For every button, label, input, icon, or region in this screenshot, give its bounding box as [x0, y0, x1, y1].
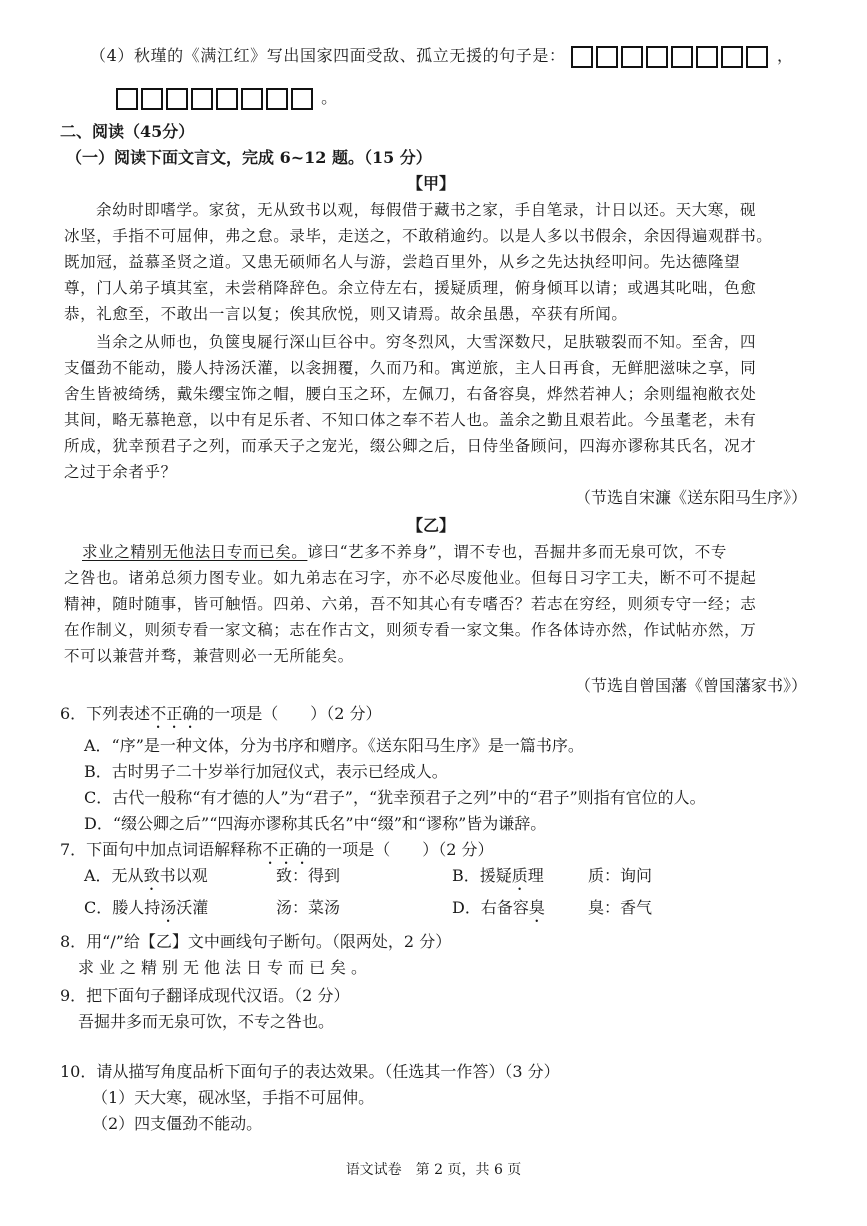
q7-option-d [452, 896, 545, 926]
answer-box[interactable] [746, 46, 768, 68]
passage-jia-line: 支僵劲不能动，媵人持汤沃灌，以衾拥覆，久而乃和。寓逆旅，主人日再食，无鲜肥滋味之享，同 [64, 359, 757, 377]
passage-jia-line: 之过于余者乎？ [64, 463, 177, 481]
q7-b-dotted: 质 [511, 866, 528, 885]
q7-gloss-b: 质：询问 [588, 866, 653, 885]
passage-jia-line: 既加冠，益慕圣贤之道。又患无硕师名人与游，尝趋百里外，从乡之先达执经叩问。先达德隆望 [64, 253, 741, 271]
passage-jia-line: 尊，门人弟子填其室，未尝稍降辞色。余立侍左右，援疑质理，俯身倾耳以请；或遇其叱咄，色愈 [64, 279, 757, 297]
q8-stem: 8．用“/”给【乙】文中画线句子断句。（限两处，2 分） [60, 932, 452, 951]
q6-option-d: D．“缀公卿之后”“四海亦谬称其氏名”中“缀”和“谬称”皆为谦辞。 [84, 814, 547, 833]
answer-box[interactable] [621, 46, 643, 68]
q4-line1 [90, 44, 794, 69]
subsection-title: （一）阅读下面文言文，完成 6~12 题。（15 分） [66, 148, 432, 167]
q4-line2-end: 。 [321, 88, 338, 107]
passage-yi-line1-rest: 谚曰“艺多不养身”，谓不专也，吾掘井多而无泉可饮，不专 [307, 543, 727, 561]
q7-a-post: 书以观 [159, 866, 208, 885]
passage-jia-source: （节选自宋濂《送东阳马生序》） [574, 488, 807, 507]
q7-gloss-d: 臭：香气 [588, 898, 653, 917]
q10-item-2: （2）四支僵劲不能动。 [92, 1114, 263, 1133]
q7-c-post: 沃灌 [176, 898, 209, 917]
q7-gloss-c: 汤：菜汤 [276, 898, 341, 917]
q7-a-dotted: 致 [143, 866, 160, 885]
answer-box[interactable] [696, 46, 718, 68]
passage-yi-source: （节选自曾国藩《曾国藩家书》） [574, 676, 807, 695]
passage-yi-line: 在作制义，则须专看一家文稿；志在作古文，则须专看一家文集。作各体诗亦然，作试帖亦然，万 [64, 621, 757, 639]
q6-stem-a: 6．下列表述 [60, 704, 151, 723]
answer-box[interactable] [166, 88, 188, 110]
q6-stem [60, 702, 381, 732]
page-footer: 语文试卷 第 2 页，共 6 页 [345, 1162, 522, 1178]
passage-yi-line-1 [82, 540, 727, 564]
passage-jia-line: 其间，略无慕艳意，以中有足乐者、不知口体之奉不若人也。盖余之勤且艰若此。今虽耄老，未有 [64, 411, 757, 429]
q7-d-dotted: 臭 [528, 898, 545, 917]
q9-stem: 9．把下面句子翻译成现代汉语。（2 分） [60, 986, 350, 1005]
q7-c-pre: C．媵人持 [84, 898, 161, 917]
q7-option-a [84, 864, 208, 894]
answer-boxes[interactable] [571, 45, 771, 69]
answer-box[interactable] [571, 46, 593, 68]
section-title: 二、阅读（45分） [60, 122, 195, 141]
q6-stem-emphasis: 不正确 [150, 704, 199, 723]
q7-a-pre: A．无从 [84, 866, 144, 885]
passage-jia-line: 冰坚，手指不可屈伸，弗之怠。录毕，走送之，不敢稍逾约。以是人多以书假余，余因得遍观群书。 [64, 227, 773, 245]
q10-item-1: （1）天大寒，砚冰坚，手指不可屈伸。 [92, 1088, 375, 1107]
answer-box[interactable] [291, 88, 313, 110]
q8-sentence: 求业之精别无他法日专而已矣。 [78, 958, 373, 977]
q7-stem-a: 7．下面句中加点词语解释称 [60, 840, 263, 859]
q7-b-pre: B．援疑 [452, 866, 512, 885]
passage-jia-line: 所成，犹幸预君子之列，而承天子之宠光，缀公卿之后，日侍坐备顾问，四海亦谬称其氏名，况才 [64, 437, 757, 455]
answer-box[interactable] [646, 46, 668, 68]
q6-option-b: B．古时男子二十岁举行加冠仪式，表示已经成人。 [84, 762, 448, 781]
passage-yi-line: 之咎也。诸弟总须力图专业。如九弟志在习字，亦不必尽废他业。但每日习字工夫，断不可不提起 [64, 569, 757, 587]
answer-box[interactable] [216, 88, 238, 110]
q7-option-b [452, 864, 544, 894]
passage-jia-label: 【甲】 [407, 174, 456, 193]
passage-jia-line: 余幼时即嗜学。家贫，无从致书以观，每假借于藏书之家，手自笔录，计日以还。天大寒，砚 [96, 201, 757, 219]
q7-b-post: 理 [527, 866, 544, 885]
passage-yi-line: 精神，随时随事，皆可触悟。四弟、六弟，吾不知其心有专嗜否？若志在穷经，则须专守一经；志 [64, 595, 757, 613]
passage-yi-line: 不可以兼营并骛，兼营则必一无所能矣。 [64, 647, 354, 665]
q7-stem-emphasis: 不正确 [262, 840, 311, 859]
q6-option-c: C．古代一般称“有才德的人”为“君子”，“犹幸预君子之列”中的“君子”则指有官位的人。 [84, 788, 706, 807]
q6-stem-b: 的一项是（ ）（2 分） [198, 704, 382, 723]
answer-boxes[interactable] [116, 87, 316, 111]
passage-yi-label: 【乙】 [407, 516, 456, 535]
q4-line1-end: ， [776, 46, 794, 65]
passage-jia-line: 当余之从师也，负箧曳屣行深山巨谷中。穷冬烈风，大雪深数尺，足肤皲裂而不知。至舍，四 [96, 333, 757, 351]
passage-jia-line: 恭，礼愈至，不敢出一言以复；俟其欣悦，则又请焉。故余虽愚，卒获有所闻。 [64, 305, 628, 323]
q6-option-a: A．“序”是一种文体，分为书序和赠序。《送东阳马生序》是一篇书序。 [84, 736, 584, 755]
q7-stem-b: 的一项是（ ）（2 分） [310, 840, 494, 859]
q9-sentence: 吾掘井多而无泉可饮，不专之咎也。 [78, 1012, 335, 1031]
q7-c-dotted: 汤 [160, 898, 177, 917]
answer-box[interactable] [241, 88, 263, 110]
answer-box[interactable] [191, 88, 213, 110]
answer-box[interactable] [141, 88, 163, 110]
passage-jia-line: 舍生皆被绮绣，戴朱缨宝饰之帽，腰白玉之环，左佩刀，右备容臭，烨然若神人；余则缊袍敝衣处 [64, 385, 757, 403]
answer-box[interactable] [266, 88, 288, 110]
q7-gloss-a: 致：得到 [276, 866, 341, 885]
answer-box[interactable] [116, 88, 138, 110]
answer-box[interactable] [721, 46, 743, 68]
q4-line2 [116, 86, 337, 111]
q7-option-c [84, 896, 208, 926]
q7-d-pre: D．右备容 [452, 898, 529, 917]
underlined-sentence: 求业之精别无他法日专而已矣。 [82, 543, 308, 561]
answer-box[interactable] [671, 46, 693, 68]
q10-stem: 10．请从描写角度品析下面句子的表达效果。（任选其一作答）（3 分） [60, 1062, 560, 1081]
q4-prefix: （4）秋瑾的《满江红》写出国家四面受敌、孤立无援的句子是： [90, 46, 566, 65]
answer-box[interactable] [596, 46, 618, 68]
